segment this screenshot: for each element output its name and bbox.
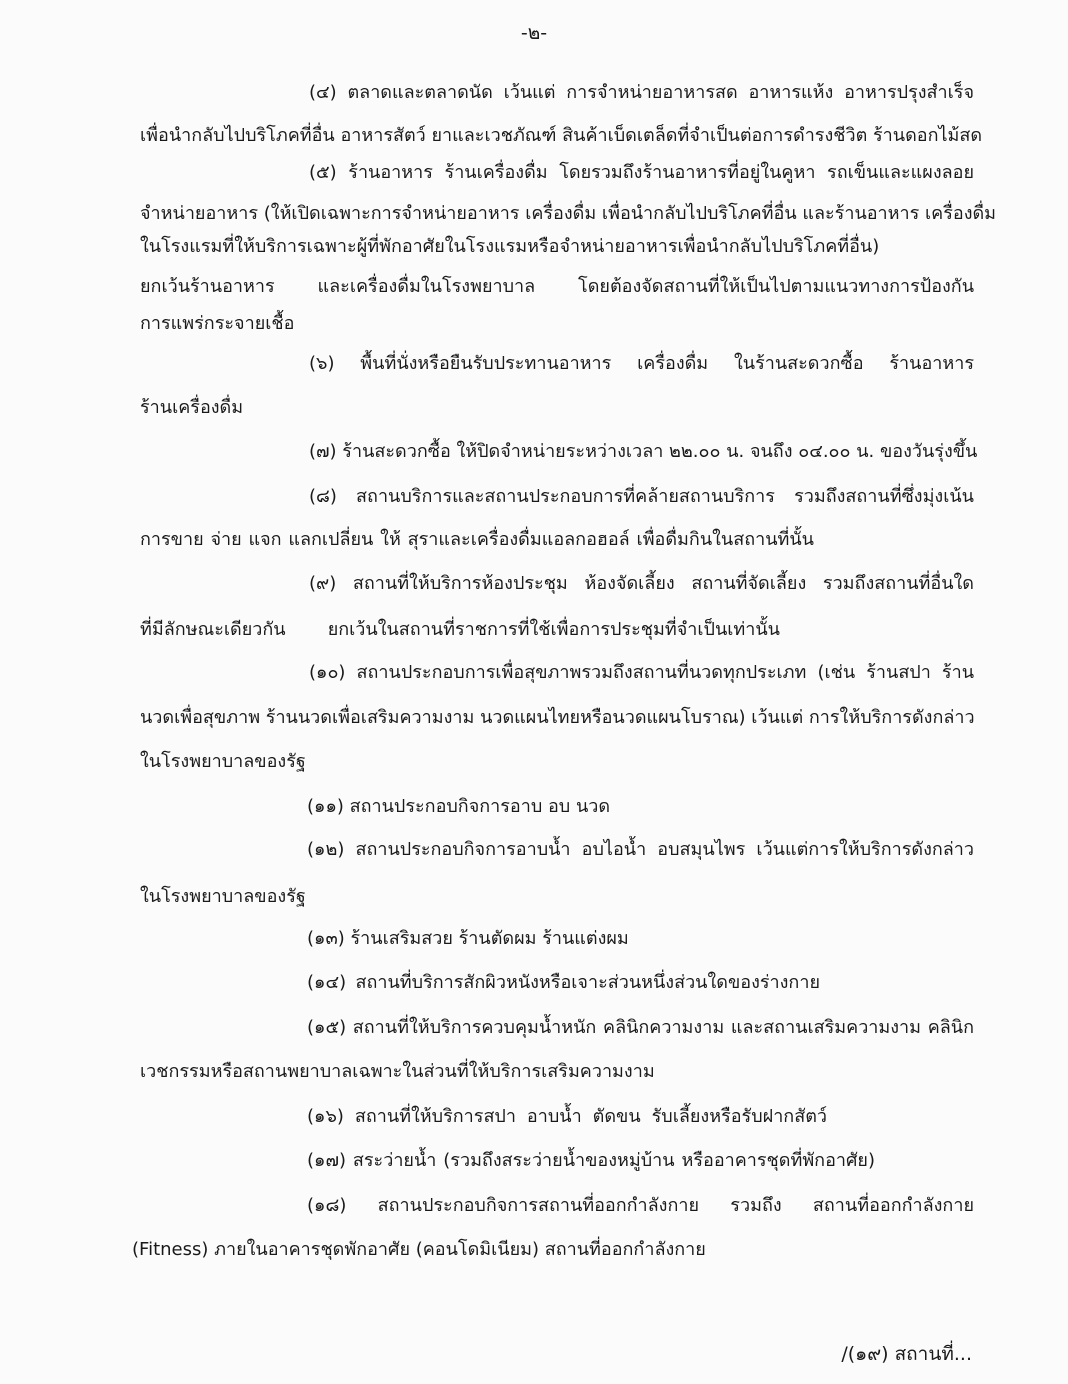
text-line: (๑๗) สระว่ายน้ำ (รวมถึงสระว่ายน้ำของหมู่บ้าน หรืออาคารชุดที่พักอาศัย) — [307, 1150, 875, 1171]
text-line: ในโรงพยาบาลของรัฐ — [140, 886, 306, 907]
text-line: ยกเว้นร้านอาหาร และเครื่องดื่มในโรงพยาบาล โดยต้องจัดสถานที่ให้เป็นไปตามแนวทางการป้องกัน — [140, 276, 974, 297]
text-line: (๗) ร้านสะดวกซื้อ ให้ปิดจำหน่ายระหว่างเวลา ๒๒.๐๐ น. จนถึง ๐๔.๐๐ น. ของวันรุ่งขึ้น — [309, 441, 978, 462]
text-line: การแพร่กระจายเชื้อ — [140, 313, 295, 334]
text-line: ในโรงแรมที่ให้บริการเฉพาะผู้ที่พักอาศัยในโรงแรมหรือจำหน่ายอาหารเพื่อนำกลับไปบริโภคที่อื่น) — [140, 236, 880, 257]
continuation-note: /(๑๙) สถานที่... — [841, 1343, 972, 1365]
text-line: การขาย จ่าย แจก แลกเปลี่ยน ให้ สุราและเครื่องดื่มแอลกอฮอล์ เพื่อดื่มกินในสถานที่นั้น — [140, 529, 814, 550]
page-number: -๒- — [520, 22, 548, 44]
text-line: (๑๔) สถานที่บริการสักผิวหนังหรือเจาะส่วนหนึ่งส่วนใดของร่างกาย — [307, 972, 820, 993]
text-line: (๖) พื้นที่นั่งหรือยืนรับประทานอาหาร เครื่องดื่ม ในร้านสะดวกซื้อ ร้านอาหาร — [309, 353, 974, 374]
text-line: (๑๒) สถานประกอบกิจการอาบน้ำ อบไอน้ำ อบสมุนไพร เว้นแต่การให้บริการดังกล่าว — [307, 839, 974, 860]
text-line: (Fitness) ภายในอาคารชุดพักอาศัย (คอนโดมิเนียม) สถานที่ออกกำลังกาย — [132, 1239, 706, 1260]
text-line: (๕) ร้านอาหาร ร้านเครื่องดื่ม โดยรวมถึงร้านอาหารที่อยู่ในคูหา รถเข็นและแผงลอย — [309, 162, 974, 183]
text-line: ในโรงพยาบาลของรัฐ — [140, 751, 306, 772]
text-line: (๙) สถานที่ให้บริการห้องประชุม ห้องจัดเลี้ยง สถานที่จัดเลี้ยง รวมถึงสถานที่อื่นใด — [309, 573, 974, 594]
text-line: (๑๘) สถานประกอบกิจการสถานที่ออกกำลังกาย รวมถึง สถานที่ออกกำลังกาย — [307, 1195, 974, 1216]
text-line: (๑๐) สถานประกอบการเพื่อสุขภาพรวมถึงสถานที่นวดทุกประเภท (เช่น ร้านสปา ร้าน — [309, 662, 974, 683]
text-line: (๑๖) สถานที่ให้บริการสปา อาบน้ำ ตัดขน รับเลี้ยงหรือรับฝากสัตว์ — [307, 1106, 827, 1127]
text-line: (๑๕) สถานที่ให้บริการควบคุมน้ำหนัก คลินิกความงาม และสถานเสริมความงาม คลินิก — [307, 1017, 974, 1038]
text-line: เวชกรรมหรือสถานพยาบาลเฉพาะในส่วนที่ให้บริการเสริมความงาม — [140, 1061, 655, 1082]
text-line: (๑๓) ร้านเสริมสวย ร้านตัดผม ร้านแต่งผม — [307, 928, 629, 949]
text-line: (๑๑) สถานประกอบกิจการอาบ อบ นวด — [307, 796, 611, 817]
text-line: ร้านเครื่องดื่ม — [140, 397, 244, 418]
text-line: (๘) สถานบริการและสถานประกอบการที่คล้ายสถานบริการ รวมถึงสถานที่ซึ่งมุ่งเน้น — [309, 486, 974, 507]
text-line: จำหน่ายอาหาร (ให้เปิดเฉพาะการจำหน่ายอาหาร เครื่องดื่ม เพื่อนำกลับไปบริโภคที่อื่น และร้านอาหาร เครื่องดื่ม — [140, 203, 997, 224]
text-line: (๔) ตลาดและตลาดนัด เว้นแต่ การจำหน่ายอาหารสด อาหารแห้ง อาหารปรุงสำเร็จ — [309, 82, 974, 103]
text-line: นวดเพื่อสุขภาพ ร้านนวดเพื่อเสริมความงาม นวดแผนไทยหรือนวดแผนโบราณ) เว้นแต่ การให้บริการดังกล่าว — [140, 707, 975, 728]
text-line: เพื่อนำกลับไปบริโภคที่อื่น อาหารสัตว์ ยาและเวชภัณฑ์ สินค้าเบ็ดเตล็ดที่จำเป็นต่อการดำรงชีวิต ร้านดอกไม้สด — [140, 125, 983, 146]
text-line: ที่มีลักษณะเดียวกัน ยกเว้นในสถานที่ราชการที่ใช้เพื่อการประชุมที่จำเป็นเท่านั้น — [140, 619, 780, 640]
